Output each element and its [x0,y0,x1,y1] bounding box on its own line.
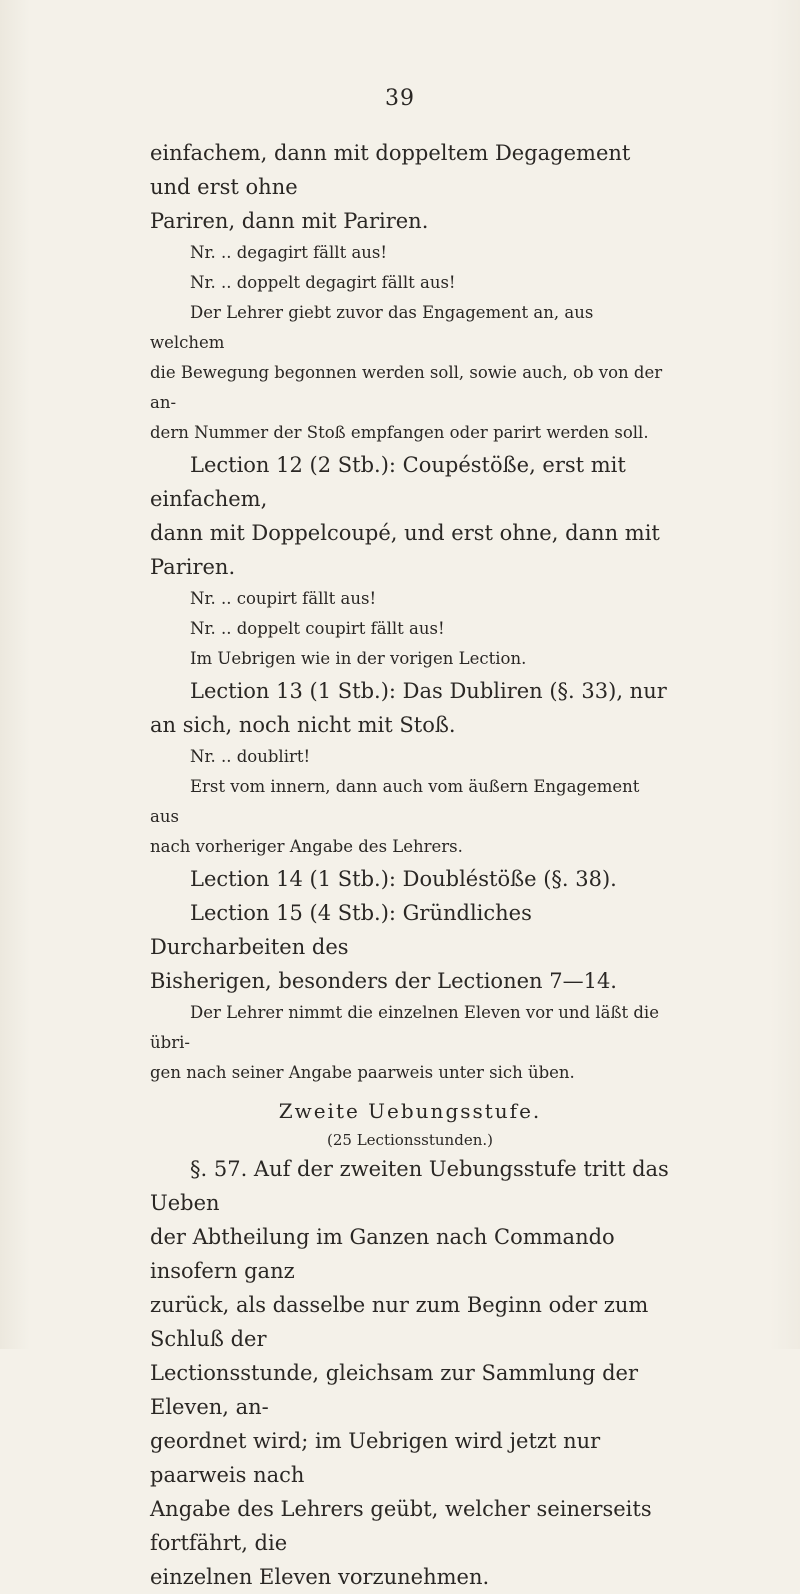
paragraph-line: §. 57. Auf der zweiten Uebungsstufe tritt das Ueben [150,1157,669,1215]
note-line: Erst vom innern, dann auch vom äußern Engagement aus [150,777,640,826]
command-line: Nr. .. coupirt fällt aus! [190,589,377,608]
text-line: an sich, noch nicht mit Stoß. [150,713,456,737]
text-line: dann mit Doppelcoupé, und erst ohne, dann mit Pariren. [150,521,660,579]
paragraph-line: geordnet wird; im Uebrigen wird jetzt nur paarweis nach [150,1429,601,1487]
note-line: Im Uebrigen wie in der vorigen Lection. [190,649,527,668]
command-line: Nr. .. doppelt degagirt fällt aus! [190,273,456,292]
text-line: einfachem, dann mit doppeltem Degagement und erst ohne [150,141,631,199]
paragraph-line: einzelnen Eleven vorzunehmen. [150,1565,490,1589]
command-line: Nr. .. doppelt coupirt fällt aus! [190,619,445,638]
page-number: 39 [385,86,415,111]
stage-heading: Zweite Uebungsstufe. [278,1099,542,1123]
text-line: Pariren, dann mit Pariren. [150,209,429,233]
note-line: nach vorheriger Angabe des Lehrers. [150,837,463,856]
section-heading-15: Lection 15 (4 Stb.): Gründliches Durcharbeiten des [150,901,532,959]
paragraph-line: zurück, als dasselbe nur zum Beginn oder zum Schluß der [150,1293,649,1351]
command-line: Nr. .. degagirt fällt aus! [190,243,388,262]
section-heading-13: Lection 13 (1 Stb.): Das Dubliren (§. 33), nur [190,679,667,703]
text-line: Bisherigen, besonders der Lectionen 7—14. [150,969,617,993]
paragraph-line: der Abtheilung im Ganzen nach Commando insofern ganz [150,1225,615,1283]
note-line: gen nach seiner Angabe paarweis unter sich üben. [150,1063,575,1082]
section-heading-12: Lection 12 (2 Stb.): Coupéstöße, erst mit einfachem, [150,453,626,511]
paragraph-line: Lectionsstunde, gleichsam zur Sammlung der Eleven, an- [150,1361,639,1419]
paragraph-line: Angabe des Lehrers geübt, welcher seinerseits fortfährt, die [150,1497,652,1555]
note-line: Der Lehrer nimmt die einzelnen Eleven vor und läßt die übri- [150,1003,659,1052]
note-line: dern Nummer der Stoß empfangen oder parirt werden soll. [150,423,649,442]
stage-subheading: (25 Lectionsstunden.) [327,1131,493,1149]
section-heading-14: Lection 14 (1 Stb.): Doubléstöße (§. 38). [190,867,617,891]
note-line: Der Lehrer giebt zuvor das Engagement an, aus welchem [150,303,594,352]
note-line: die Bewegung begonnen werden soll, sowie auch, ob von der an- [150,363,663,412]
page-text [150,136,670,1594]
command-line: Nr. .. doublirt! [190,747,311,766]
